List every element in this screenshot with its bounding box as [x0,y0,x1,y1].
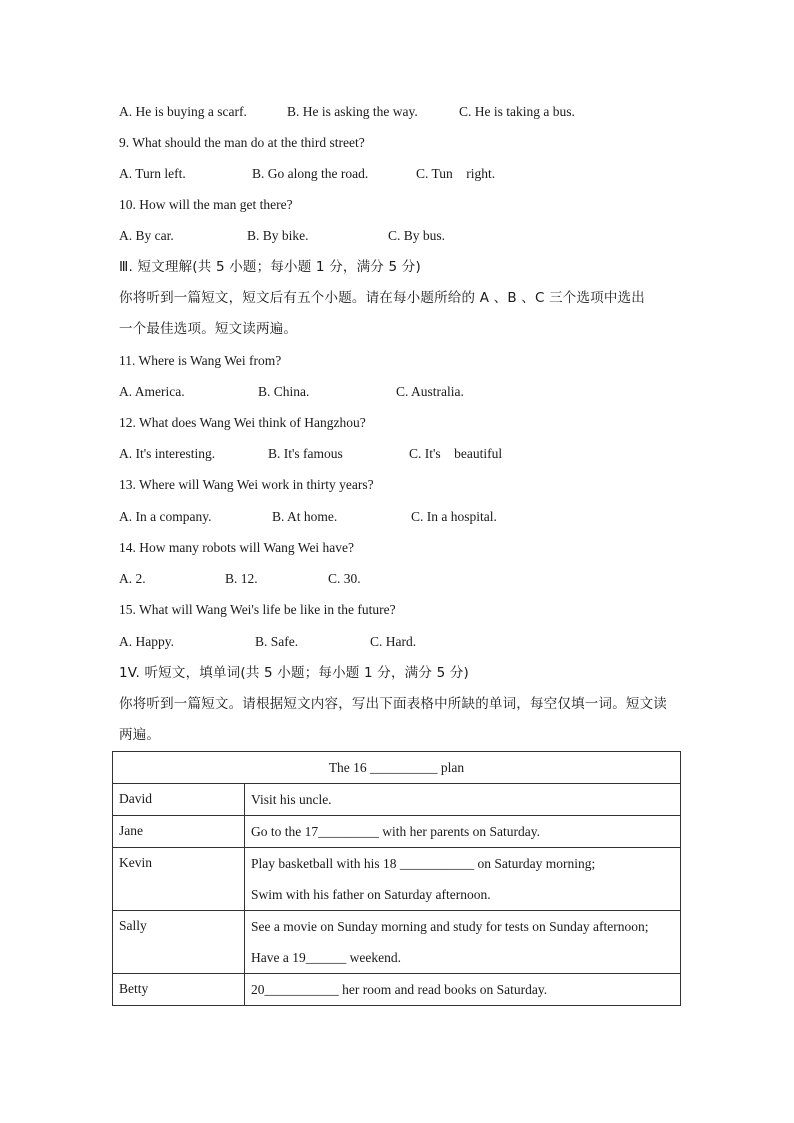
q10-option-b: B. By bike. [247,228,309,243]
table-row [113,816,681,848]
section4-heading: 1V. 听短文，填单词(共 5 小题；每小题 1 分，满分 5 分) [119,665,470,681]
table-title-row [113,752,681,784]
q13-option-a: A. In a company. [119,509,212,524]
section3-heading: Ⅲ. 短文理解(共 5 小题；每小题 1 分，满分 5 分) [119,259,421,275]
student-name: David [113,784,245,816]
q15-question: 15. What will Wang Wei's life be like in the future? [119,602,396,617]
q15-option-b: B. Safe. [255,634,299,649]
q14-question: 14. How many robots will Wang Wei have? [119,540,355,555]
q13-option-b: B. At home. [272,509,338,524]
q11-question: 11. Where is Wang Wei from? [119,353,282,368]
q12-option-a: A. It's interesting. [119,446,216,461]
q13-question: 13. Where will Wang Wei work in thirty years? [119,477,374,492]
q12-question: 12. What does Wang Wei think of Hangzhou? [119,415,366,430]
student-name: Betty [113,974,245,1006]
q13-option-c: C. In a hospital. [411,509,497,524]
q10-question: 10. How will the man get there? [119,197,293,212]
table-row [113,848,681,911]
plan-line: Swim with his father on Saturday afternoon. [251,887,491,902]
q9-question: 9. What should the man do at the third street? [119,135,365,150]
q8-option-a: A. He is buying a scarf. [119,104,247,119]
section4-instruction-line2: 两遍。 [119,727,161,743]
plan-line: Go to the 17_________ with her parents on Saturday. [251,824,540,839]
q10-option-c: C. By bus. [388,228,446,243]
table-row [113,974,681,1006]
q12-option-b: B. It's famous [268,446,343,461]
section3-instruction-line1: 你将听到一篇短文，短文后有五个小题。请在每小题所给的 A 、B 、C 三个选项中选出 [119,290,645,306]
plan-cell [245,848,681,911]
q9-option-a: A. Turn left. [119,166,186,181]
plan-cell [245,816,681,848]
table-row [113,784,681,816]
plan-line: Visit his uncle. [251,792,332,807]
plan-line: Play basketball with his 18 ___________ on Saturday morning; [251,856,596,871]
q14-option-a: A. 2. [119,571,146,586]
q15-option-c: C. Hard. [370,634,417,649]
plan-cell [245,911,681,974]
q10-option-a: A. By car. [119,228,174,243]
plan-cell [245,974,681,1006]
section3-instruction-line2: 一个最佳选项。短文读两遍。 [119,321,298,337]
q12-option-c: C. It's beautiful [409,446,503,461]
q11-option-b: B. China. [258,384,310,399]
student-name: Sally [113,911,245,974]
q15-option-a: A. Happy. [119,634,174,649]
plan-line: 20___________ her room and read books on Saturday. [251,982,548,997]
table-title: The 16 __________ plan [113,752,681,784]
table-row [113,911,681,974]
q9-option-b: B. Go along the road. [252,166,369,181]
q14-option-b: B. 12. [225,571,258,586]
plan-line: See a movie on Sunday morning and study for tests on Sunday afternoon; [251,919,649,934]
plan-line: Have a 19______ weekend. [251,950,401,965]
section4-instruction-line1: 你将听到一篇短文。请根据短文内容，写出下面表格中所缺的单词，每空仅填一词。短文读 [119,696,667,712]
q8-option-c: C. He is taking a bus. [459,104,575,119]
q14-option-c: C. 30. [328,571,361,586]
student-name: Jane [113,816,245,848]
fill-in-table [112,751,681,1006]
q9-option-c: C. Tun right. [416,166,496,181]
student-name: Kevin [113,848,245,911]
q8-option-b: B. He is asking the way. [287,104,418,119]
q11-option-c: C. Australia. [396,384,464,399]
plan-cell [245,784,681,816]
q11-option-a: A. America. [119,384,185,399]
